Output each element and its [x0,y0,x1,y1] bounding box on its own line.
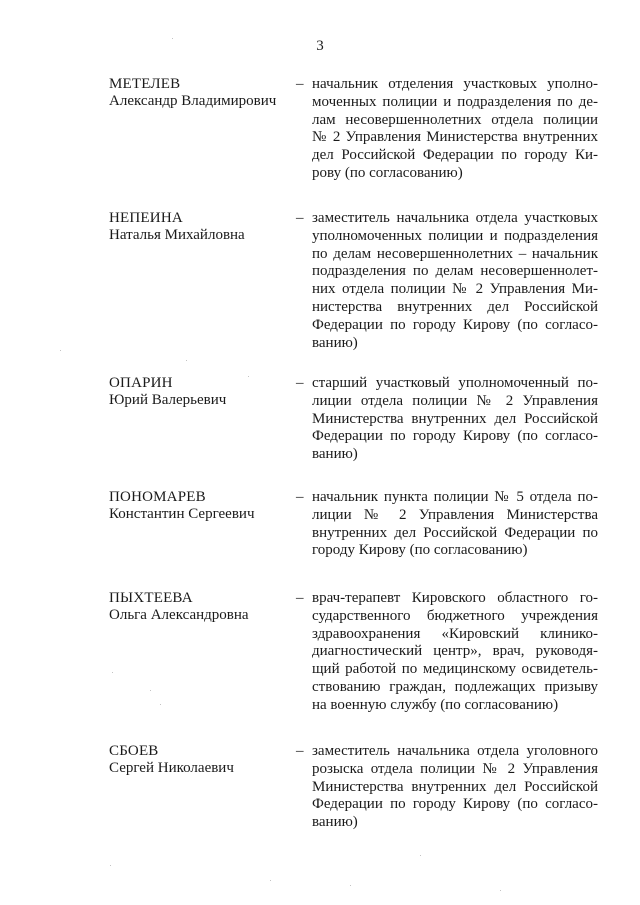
position-line: начальник пункта полиции № 5 отдела по- [312,489,598,505]
position-line: внутренних дел Российской Федерации по [312,524,598,541]
scan-speck [186,360,187,361]
member-given-names: Ольга Александровна [109,607,249,623]
position-line: заместитель начальника отдела уголовного [312,743,598,759]
scan-speck [350,885,351,886]
scan-speck [150,690,151,691]
position-line: лиции № 2 Управления Министерства [312,506,598,523]
position-line: них отдела полиции № 2 Управления Ми- [312,281,598,298]
position-line: подразделения по делам несовершеннолет- [312,263,598,280]
member-position [312,743,598,832]
scan-speck [420,855,421,856]
member-position [312,489,598,560]
position-line: щий работой по медицинскому освидетель- [312,661,598,678]
member-given-names: Александр Владимирович [109,93,277,109]
position-line: здравоохранения «Кировский клинико- [312,625,598,642]
scan-speck [500,890,501,891]
position-line: лиции отдела полиции № 2 Управления [312,392,598,409]
entry-dash: – [296,489,304,505]
entry-dash: – [296,743,304,759]
position-line: диагностический центр», врач, руководя- [312,643,598,660]
member-position [312,590,598,715]
position-line: Министерства внутренних дел Российской [312,410,598,427]
member-given-names: Юрий Валерьевич [109,392,227,408]
member-surname: ОПАРИН [109,375,173,391]
scan-speck [248,376,249,377]
member-position [312,375,598,464]
position-line: рову (по согласованию) [312,164,463,181]
position-line: Федерации по городу Кирову (по согласо- [312,796,598,813]
member-surname: МЕТЕЛЕВ [109,76,181,92]
position-line: ванию) [312,814,358,831]
scan-speck [110,865,111,866]
scan-speck [270,880,271,881]
member-position [312,76,598,183]
position-line: ванию) [312,446,358,463]
position-line: сударственного бюджетного учреждения [312,607,598,624]
position-line: по делам несовершеннолетних – начальник [312,245,598,262]
position-line: нистерства внутренних дел Российской [312,298,598,315]
entry-dash: – [296,210,304,226]
position-line: № 2 Управления Министерства внутренних [312,129,598,146]
position-line: дел Российской Федерации по городу Ки- [312,147,598,164]
member-surname: НЕПЕИНА [109,210,183,226]
position-line: лам несовершеннолетних отдела полиции [312,111,598,128]
position-line: Министерства внутренних дел Российской [312,778,598,795]
scan-speck [112,672,113,673]
position-line: моченных полиции и подразделения по де- [312,93,598,110]
entry-dash: – [296,375,304,391]
position-line: на военную службу (по согласованию) [312,696,559,713]
member-surname: ПОНОМАРЕВ [109,489,206,505]
position-line: ванию) [312,334,358,351]
scan-speck [160,704,161,705]
member-given-names: Наталья Михайловна [109,227,245,243]
position-line: розыска отдела полиции № 2 Управления [312,760,598,777]
position-line: ствованию граждан, подлежащих призыву [312,678,598,695]
entry-dash: – [296,76,304,92]
position-line: заместитель начальника отдела участковых [312,210,598,226]
scan-speck [172,38,173,39]
member-surname: СБОЕВ [109,743,159,759]
position-line: врач-терапевт Кировского областного го- [312,590,598,606]
position-line: старший участковый уполномоченный по- [312,375,598,391]
position-line: Федерации по городу Кирову (по согласо- [312,316,598,333]
member-given-names: Константин Сергеевич [109,506,255,522]
scan-speck [60,350,61,351]
entry-dash: – [296,590,304,606]
member-position [312,210,598,352]
page-number: 3 [316,38,324,54]
member-given-names: Сергей Николаевич [109,760,234,776]
position-line: начальник отделения участковых уполно- [312,76,598,92]
member-surname: ПЫХТЕЕВА [109,590,193,606]
position-line: уполномоченных полиции и подразделения [312,227,598,244]
position-line: Федерации по городу Кирову (по согласо- [312,428,598,445]
position-line: городу Кирову (по согласованию) [312,542,528,559]
